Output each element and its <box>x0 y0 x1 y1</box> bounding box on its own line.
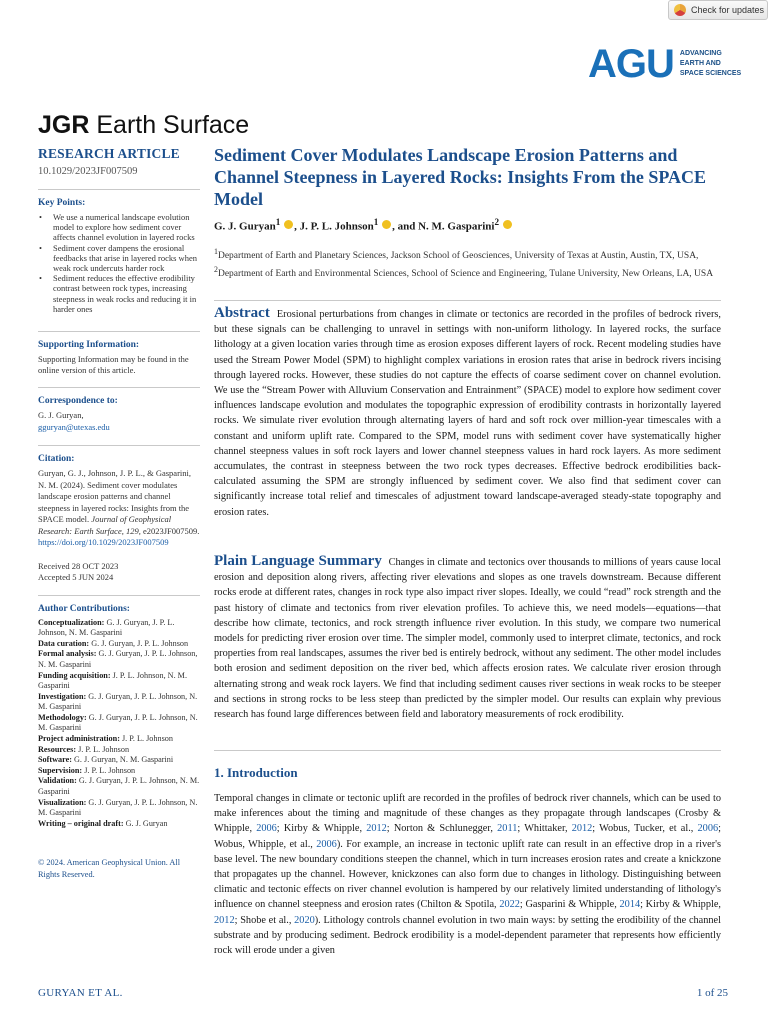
agu-tagline-line: EARTH AND <box>679 60 721 67</box>
key-point: • Sediment cover dampens the erosional feedbacks that arise in layered rocks when weak rock undercuts harder rock <box>38 243 200 274</box>
contribution-item: Resources: J. P. L. Johnson <box>38 744 130 754</box>
intro-text-segment: ; Shobe et al., <box>234 914 295 926</box>
intro-text-segment: ). For example, an increase in tectonic uplift rate can result in an effective drop in a river's base level. The new boundary conditions steepen the channel, which in turn increases erosion rates and create a knickzone that propagates up the channel. However, knickzones can also form due to changes in lithology. Distinguishing between climatic and tectonic effects on river channel evolution is hampered by our relatively limited understanding of lithology's influence on channel steepness and erosion rates (Chilton & Spotila, <box>214 838 721 911</box>
citation-year-link[interactable]: 2006 <box>697 823 719 835</box>
supporting-info-section <box>38 331 200 375</box>
agu-tagline <box>680 49 741 79</box>
citation-year-link[interactable]: 2014 <box>619 899 641 911</box>
contribution-item: Supervision: J. P. L. Johnson <box>38 765 136 775</box>
crossmark-icon <box>674 4 686 16</box>
agu-tagline-line: SPACE SCIENCES <box>679 70 742 77</box>
author-name: J. P. L. Johnson <box>299 220 374 233</box>
author-separator: , and <box>392 220 419 233</box>
author-name: G. J. Guryan <box>214 220 276 233</box>
contribution-item: Methodology: G. J. Guryan, J. P. L. Johnson, N. M. Gasparini <box>38 712 198 733</box>
affiliation-number: 1 <box>214 247 218 256</box>
supporting-info-heading: Supporting Information: <box>38 340 140 351</box>
check-for-updates-label: Check for updates <box>691 5 765 15</box>
agu-logo-mark: AGU <box>588 42 674 86</box>
intro-text-segment: ; Wobus, Tucker, et al., <box>592 823 698 835</box>
intro-text-segment: ; Wobus, Whipple, et al., <box>214 823 721 850</box>
correspondence-email-link[interactable]: gguryan@utexas.edu <box>38 421 110 432</box>
contribution-item: Investigation: G. J. Guryan, J. P. L. Johnson, N. M. Gasparini <box>38 691 198 712</box>
contribution-item: Writing – original draft: G. J. Guryan <box>38 818 168 828</box>
contribution-item: Formal analysis: G. J. Guryan, J. P. L. Johnson, N. M. Gasparini <box>38 649 198 669</box>
agu-logo <box>588 44 741 84</box>
intro-text-segment: Temporal changes in climate or tectonic uplift are recorded in the profiles of bedrock river channels, which can be used to make inferences about the timing and magnitude of these changes as they propagate through landscapes (Crosby & Whipple, <box>214 793 721 835</box>
intro-text-segment: ; Kirby & Whipple, <box>276 823 367 835</box>
pls-text: Changes in climate and tectonics over thousands to millions of years cause local erosion and deposition along rivers, affecting river elevations and slopes as one travels downstream. Because different rocks erode at different rates, changes in rock type also impact river slopes. Ideally, we could “read” rock strength and the past history of climate and tectonics from river elevation profiles. To achieve this, we need models—equations—that describe how climate, tectonics, and rock strength influence river evolution. In this study, we compare two numerical models for predicting river erosion over time. The simpler model, commonly used to interpret climate, tectonics, and rock properties from real landscapes, assumes the river bed is entirely bedrock, without any sediment. The other model includes both erosion and sediment deposition on the river bed, which affects erosion rates. We calculate river erosion through alternating strong and weak rock layers. We find that including sediment causes river sections in weak rocks to be steeper and sections in strong rocks to be less steep than predicted by the simpler model. Our results can explain why previous research has found large differences between field and laboratory measurements of rock erodibility. <box>214 557 721 721</box>
accepted-date: Accepted 5 JUN 2024 <box>38 572 114 583</box>
pls-heading: Plain Language Summary <box>214 553 382 569</box>
plain-language-summary <box>214 554 721 722</box>
citation-article-number: e2023JF007509. <box>142 525 200 536</box>
affiliation-text: Department of Earth and Environmental Sciences, School of Science and Engineering, Tulane University, New Orleans, LA, USA <box>217 269 714 280</box>
contribution-item: Project administration: J. P. L. Johnson <box>38 734 173 744</box>
journal-name-bold: JGR <box>38 111 90 139</box>
sidebar <box>38 146 200 880</box>
footer-authors: GURYAN ET AL. <box>38 987 123 999</box>
introduction-text <box>214 791 721 958</box>
abstract-heading: Abstract <box>214 305 270 321</box>
intro-text-segment: ; Kirby & Whipple, <box>640 899 721 911</box>
intro-text-segment: ; Gasparini & Whipple, <box>519 899 620 911</box>
citation-authors-title: Guryan, G. J., Johnson, J. P. L., & Gasparini, N. M. (2024). Sediment cover modulates landscape erosion patterns and channel steepness in layered rocks: Insights from the SPACE model. <box>38 468 191 525</box>
divider <box>214 750 721 751</box>
key-points-heading: Key Points: <box>38 198 86 208</box>
check-for-updates-button[interactable] <box>668 0 768 20</box>
article-doi: 10.1029/2023JF007509 <box>38 166 138 177</box>
abstract-text: Erosional perturbations from changes in climate or tectonics are recorded in the profiles of bedrock rivers, but these signals can be challenging to unravel in settings with non-uniform lithology. In layered rocks, the surface lithology at a given location varies through time as erosion exposes different layers of rock. Recent modeling studies have used the Stream Power Model (SPM) to highlight complex variations in erosion rates that arise in bedrock rivers incising through layered rocks. However, these studies do not capture the effects of coarse sediment cover on channel evolution. We use the “Stream Power with Alluvium Conservation and Entrainment” (SPACE) model to explore how sediment cover influences landscape evolution and modulates the topographic expression of erodibility contrasts in horizontally layered rocks. We simulate river evolution through alternating layers of hard and soft rock over million-year timescales with a constant and uniform uplift rate. Compared to the SPM, model runs with sediment cover have systematically higher channel steepness values in soft rock layers and lower channel steepness values in hard rock layers. As more sediment accumulates, the contrast in steepness between the two rock types decreases. Effective bedrock erodibilities back-calculated assuming the SPM are strongly influenced by sediment cover. We also find that sediment cover can significantly increase total relief and timescales of adjustment toward landscape-averaged steady-state topography and erosion rates. <box>214 309 721 518</box>
citation-year-link[interactable]: 2011 <box>497 823 518 835</box>
orcid-icon[interactable] <box>284 220 293 229</box>
citation-year-link[interactable]: 2006 <box>256 823 277 835</box>
received-date: Received 28 OCT 2023 <box>38 560 119 571</box>
citation-year-link[interactable]: 2022 <box>499 899 520 911</box>
intro-text-segment: ; Norton & Schlunegger, <box>386 823 498 835</box>
author-affiliation-number: 2 <box>494 217 500 227</box>
author-affiliation-number: 1 <box>275 217 281 227</box>
contribution-item: Software: G. J. Guryan, N. M. Gasparini <box>38 755 174 765</box>
citation-year-link[interactable]: 2012 <box>571 823 593 835</box>
citation-journal: Journal of Geophysical Research: Earth Surface, 129, <box>38 514 172 536</box>
correspondence-name: G. J. Guryan, <box>38 410 84 421</box>
citation-section <box>38 445 200 549</box>
copyright: © 2024. American Geophysical Union. All Rights Reserved. <box>38 858 181 879</box>
affiliation-text: Department of Earth and Planetary Sciences, Jackson School of Geosciences, University of Texas at Austin, Austin, TX, USA, <box>217 251 699 262</box>
author-separator: , <box>294 220 300 233</box>
author-affiliation-number: 1 <box>373 217 379 227</box>
page-number: 1 of 25 <box>696 987 728 999</box>
journal-name-rest: Earth Surface <box>96 111 250 139</box>
article-title: Sediment Cover Modulates Landscape Erosion Patterns and Channel Steepness in Layered Rocks: Insights From the SPACE Model <box>214 145 707 209</box>
citation-year-link[interactable]: 2020 <box>294 914 315 926</box>
citation-year-link[interactable]: 2012 <box>214 914 235 926</box>
key-points-section <box>38 189 200 314</box>
supporting-info-text: Supporting Information may be found in the online version of this article. <box>38 354 189 375</box>
citation-text <box>38 468 200 549</box>
agu-tagline-line: ADVANCING <box>679 50 722 57</box>
citation-year-link[interactable]: 2006 <box>316 838 337 850</box>
citation-doi-link[interactable]: https://doi.org/10.1029/2023JF007509 <box>38 537 169 548</box>
contribution-item: Validation: G. J. Guryan, J. P. L. Johnson, N. M. Gasparini <box>38 776 200 797</box>
key-points-list <box>38 212 200 314</box>
intro-text-segment: ; Whittaker, <box>517 823 572 835</box>
affiliations <box>214 245 721 281</box>
orcid-icon[interactable] <box>503 220 512 229</box>
author-contributions-section <box>38 595 200 830</box>
key-point: • We use a numerical landscape evolution model to explore how sediment cover affects channel evolution in layered rocks <box>38 212 200 243</box>
author-list <box>214 217 721 233</box>
dates-section <box>38 561 200 584</box>
article-type: RESEARCH ARTICLE <box>38 146 180 161</box>
citation-year-link[interactable]: 2012 <box>366 823 387 835</box>
divider <box>214 300 721 301</box>
correspondence-section <box>38 387 200 433</box>
orcid-icon[interactable] <box>382 220 391 229</box>
key-point: • Sediment reduces the effective erodibility contrast between rock types, increasing steepness in weak rocks and reducing it in harder ones <box>38 273 200 314</box>
introduction-heading: 1. Introduction <box>214 765 298 780</box>
affiliation-number: 2 <box>214 265 218 275</box>
contribution-item: Funding acquisition: J. P. L. Johnson, N. M. Gasparini <box>38 670 188 691</box>
contribution-item: Visualization: G. J. Guryan, J. P. L. Johnson, N. M. Gasparini <box>38 797 198 818</box>
correspondence-heading: Correspondence to: <box>38 396 118 407</box>
journal-name <box>38 111 249 140</box>
author-name: N. M. Gasparini <box>418 220 495 233</box>
author-contributions-heading: Author Contributions: <box>38 603 130 614</box>
citation-heading: Citation: <box>38 454 75 465</box>
intro-text-segment: ). Lithology controls channel evolution in two main ways: by setting the erodibility of the channel substrate and by producing sediment. Bedrock erodibility is a model-dependent parameter that represents how efficiently rock will erode under a given <box>214 914 721 957</box>
contribution-item: Data curation: G. J. Guryan, J. P. L. Johnson <box>38 638 189 648</box>
contribution-item: Conceptualization: G. J. Guryan, J. P. L. Johnson, N. M. Gasparini <box>38 617 175 638</box>
abstract <box>214 306 721 520</box>
